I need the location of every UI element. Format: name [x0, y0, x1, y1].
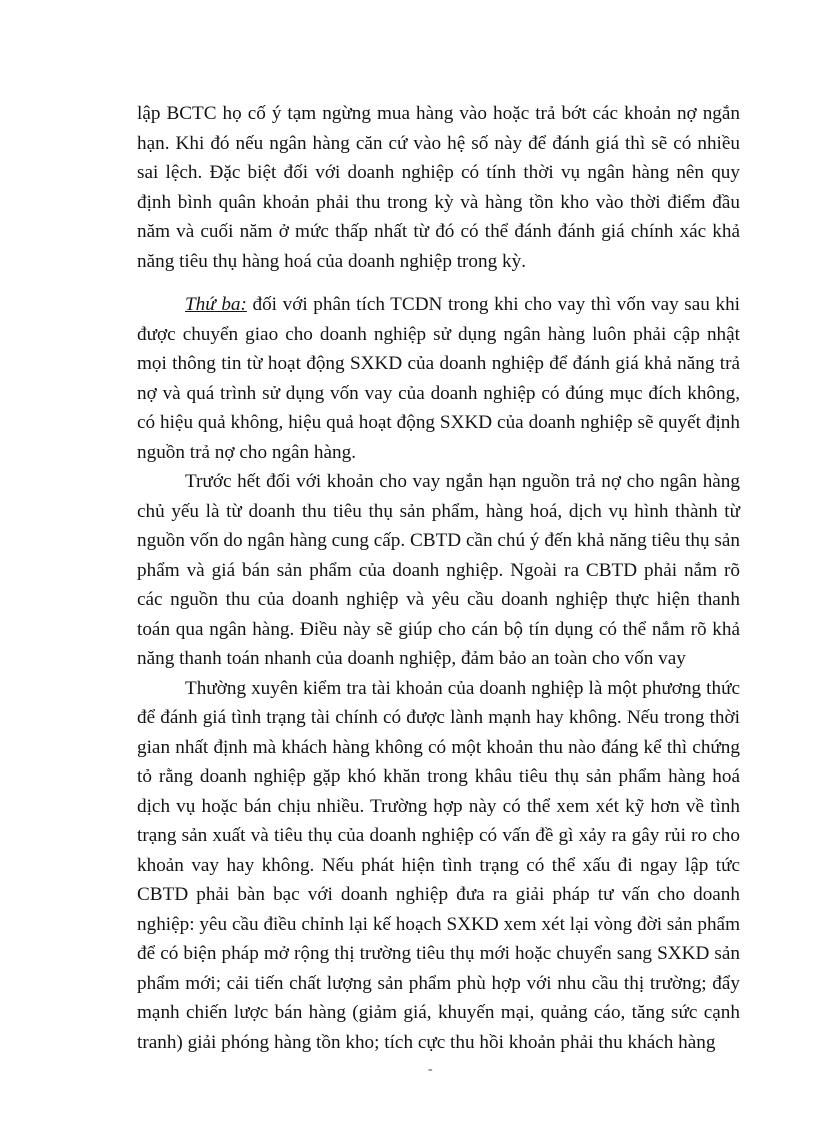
paragraph-continuation: lập BCTC họ cố ý tạm ngừng mua hàng vào hoặc trả bớt các khoản nợ ngắn hạn. Khi đó nếu ngân hàng căn cứ vào hệ số này để đánh giá thì sẽ có nhiều sai lệch. Đặc biệt đối với doanh nghiệp có tính thời vụ ngân hàng nên quy định bình quân khoản phải thu trong kỳ và hàng tồn kho vào thời điểm đầu năm và cuối năm ở mức thấp nhất từ đó có thể đánh đánh giá chính xác khả năng tiêu thụ hàng hoá của doanh nghiệp trong kỳ.: [137, 103, 740, 272]
paragraph-short-term-loans: Trước hết đối với khoản cho vay ngắn hạn nguồn trả nợ cho ngân hàng chủ yếu là từ doanh thu tiêu thụ sản phẩm, hàng hoá, dịch vụ hình thành từ nguồn vốn do ngân hàng cung cấp. CBTD cần chú ý đến khả năng tiêu thụ sản phẩm và giá bán sản phẩm của doanh nghiệp. Ngoài ra CBTD phải nắm rõ các nguồn thu của doanh nghiệp và yêu cầu doanh nghiệp thực hiện thanh toán qua ngân hàng. Điều này sẽ giúp cho cán bộ tín dụng có thể nắm rõ khả năng thanh toán nhanh của doanh nghiệp, đảm bảo an toàn cho vốn vay: [137, 471, 740, 669]
paragraph-thu-ba-text: đối với phân tích TCDN trong khi cho vay thì vốn vay sau khi được chuyển giao cho doanh nghiệp sử dụng ngân hàng luôn phải cập nhật mọi thông tin từ hoạt động SXKD của doanh nghiệp để đánh giá khả năng trả nợ và quá trình sử dụng vốn vay của doanh nghiệp có đúng mục đích không, có hiệu quả không, hiệu quả hoạt động SXKD của doanh nghiệp sẽ quyết định nguồn trả nợ cho ngân hàng.: [137, 294, 740, 463]
body-text: [137, 99, 740, 276]
paragraph-lead-label: Thứ ba:: [185, 294, 247, 315]
paragraph-thu-ba: [137, 290, 740, 467]
body-text-section: [137, 290, 740, 1057]
paragraph-account-check: Thường xuyên kiểm tra tài khoản của doanh nghiệp là một phương thức để đánh giá tình trạng tài chính có được lành mạnh hay không. Nếu trong thời gian nhất định mà khách hàng không có một khoản thu nào đáng kể thì chứng tỏ rằng doanh nghiệp gặp khó khăn trong khâu tiêu thụ sản phẩm hàng hoá dịch vụ hoặc bán chịu nhiều. Trường hợp này có thể xem xét kỹ hơn về tình trạng sản xuất và tiêu thụ của doanh nghiệp có vấn đề gì xảy ra gây rủi ro cho khoản vay hay không. Nếu phát hiện tình trạng có thể xấu đi ngay lập tức CBTD phải bàn bạc với doanh nghiệp đưa ra giải pháp tư vấn cho doanh nghiệp: yêu cầu điều chỉnh lại kế hoạch SXKD xem xét lại vòng đời sản phẩm để có biện pháp mở rộng thị trường tiêu thụ mới hoặc chuyển sang SXKD sản phẩm mới; cải tiến chất lượng sản phẩm phù hợp với nhu cầu thị trường; đẩy mạnh chiến lược bán hàng (giảm giá, khuyến mại, quảng cáo, tăng sức cạnh tranh) giải phóng hàng tồn kho; tích cực thu hồi khoản phải thu khách hàng: [137, 677, 740, 1053]
page-footer-mark: -: [428, 1062, 433, 1077]
